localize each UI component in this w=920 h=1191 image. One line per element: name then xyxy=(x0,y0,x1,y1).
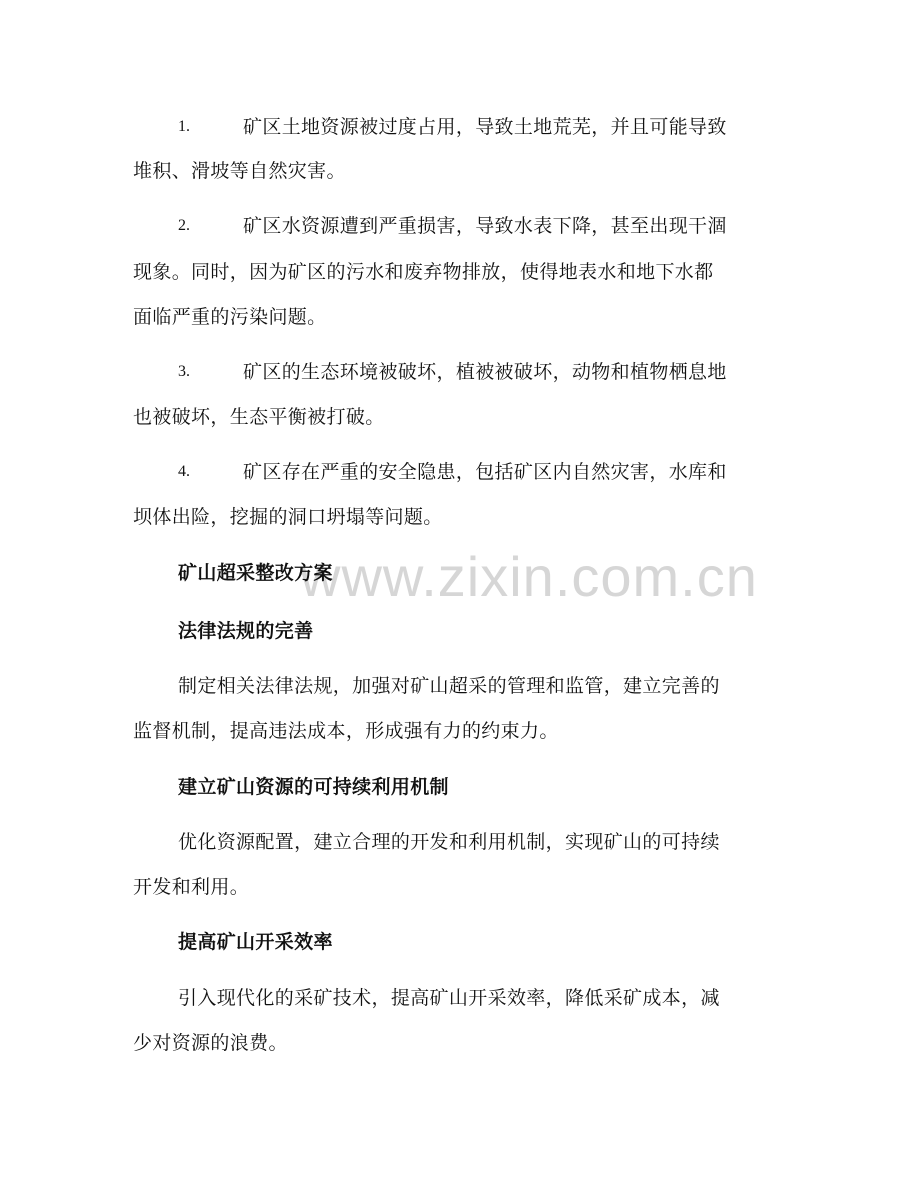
list-item-text-continued: 现象。同时，因为矿区的污水和废弃物排放，使得地表水和地下水都 xyxy=(133,261,714,283)
list-item-number: 2. xyxy=(178,217,190,234)
paragraph-text: 优化资源配置，建立合理的开发和利用机制，实现矿山的可持续 xyxy=(178,831,720,853)
subsection-heading: 建立矿山资源的可持续利用机制 xyxy=(178,776,449,798)
list-item-number: 3. xyxy=(178,363,190,380)
paragraph-text: 引入现代化的采矿技术，提高矿山开采效率，降低采矿成本，减 xyxy=(178,987,720,1009)
list-item-text-continued: 堆积、滑坡等自然灾害。 xyxy=(133,160,346,182)
paragraph-text-continued: 监督机制，提高违法成本，形成强有力的约束力。 xyxy=(133,720,559,742)
paragraph-text-continued: 少对资源的浪费。 xyxy=(133,1032,288,1054)
subsection-heading: 提高矿山开采效率 xyxy=(178,931,333,953)
subsection-heading: 法律法规的完善 xyxy=(178,620,314,642)
section-title: 矿山超采整改方案 xyxy=(178,562,333,584)
list-item-text-continued: 面临严重的污染问题。 xyxy=(133,306,327,328)
list-item-text: 矿区土地资源被过度占用，导致土地荒芜，并且可能导致 xyxy=(243,116,727,138)
list-item-text: 矿区存在严重的安全隐患，包括矿区内自然灾害，水库和 xyxy=(243,461,727,483)
list-item-number: 4. xyxy=(178,463,190,480)
list-item-text-continued: 坝体出险，挖掘的洞口坍塌等问题。 xyxy=(133,506,443,528)
list-item-text: 矿区的生态环境被破坏，植被被破坏，动物和植物栖息地 xyxy=(243,361,727,383)
paragraph-text-continued: 开发和利用。 xyxy=(133,876,250,898)
list-item-text-continued: 也被破坏，生态平衡被打破。 xyxy=(133,406,385,428)
list-item-number: 1. xyxy=(178,118,190,135)
paragraph-text: 制定相关法律法规，加强对矿山超采的管理和监管，建立完善的 xyxy=(178,675,720,697)
watermark: www.zixin.com.cn xyxy=(300,545,758,608)
list-item-text: 矿区水资源遭到严重损害，导致水表下降，甚至出现干涸 xyxy=(243,215,727,237)
